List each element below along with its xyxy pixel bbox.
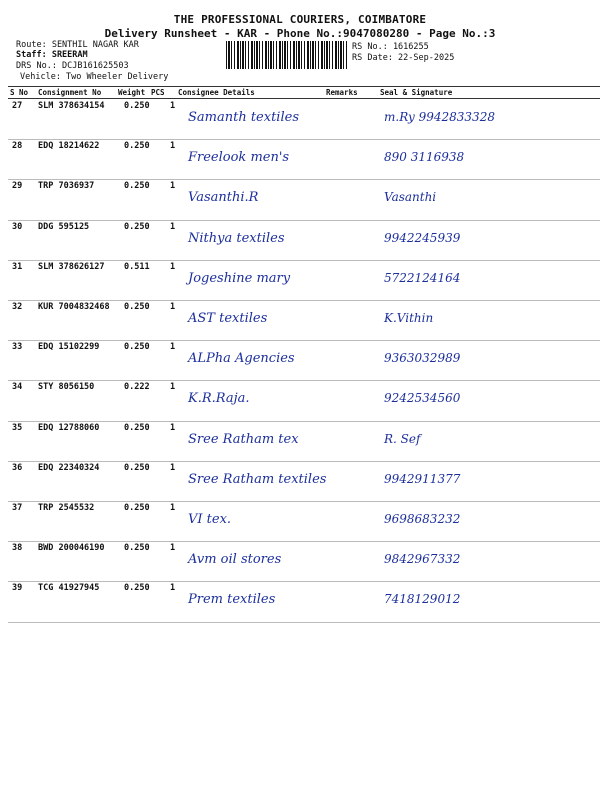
row-weight: 0.250: [124, 462, 150, 473]
route-label: Route: SENTHIL NAGAR KAR: [16, 40, 139, 50]
row-sno: 39: [12, 583, 23, 594]
row-consignment-no: SLM 378634154: [38, 101, 105, 111]
row-weight: 0.250: [124, 181, 150, 192]
row-divider: [8, 541, 600, 542]
row-pcs: 1: [170, 221, 176, 232]
col-remarks: Remarks: [326, 88, 358, 97]
row-consignee-handwriting: AST textiles: [188, 311, 268, 326]
row-consignee-handwriting: Vasanthi.R: [188, 190, 259, 206]
row-sno: 29: [12, 181, 23, 192]
row-sno: 31: [12, 261, 23, 272]
col-sno: S No: [10, 88, 29, 97]
row-signature: 7418129012: [384, 592, 461, 607]
row-signature: R. Sef: [384, 431, 421, 446]
col-pcs: PCS: [151, 88, 165, 97]
row-divider: [8, 220, 600, 221]
row-divider: [8, 340, 600, 341]
staff-label: Staff: SREERAM: [16, 50, 88, 60]
row-signature: 9363032989: [384, 351, 461, 366]
row-consignment-no: TRP 7036937: [38, 181, 95, 192]
barcode: [226, 41, 348, 69]
row-pcs: 1: [170, 462, 176, 473]
row-sno: 34: [12, 382, 23, 393]
row-pcs: 1: [170, 181, 176, 192]
row-weight: 0.250: [124, 101, 150, 111]
rs-date: RS Date: 22-Sep-2025: [352, 53, 455, 63]
rs-number: RS No.: 1616255: [352, 42, 429, 52]
row-consignment-no: EDQ 12788060: [38, 422, 100, 433]
row-consignment-no: EDQ 22340324: [38, 462, 100, 473]
vehicle-label: Vehicle: Two Wheeler Delivery: [20, 72, 169, 82]
row-pcs: 1: [170, 302, 176, 312]
row-weight: 0.222: [124, 382, 150, 393]
row-consignment-no: DDG 595125: [38, 221, 90, 232]
row-divider: [8, 260, 600, 261]
company-name: THE PROFESSIONAL COURIERS, COIMBATORE: [173, 13, 427, 26]
row-sno: 32: [12, 302, 23, 312]
row-consignee-handwriting: Sree Ratham textiles: [188, 471, 327, 487]
col-weight: Weight: [118, 88, 146, 97]
row-consignment-no: EDQ 18214622: [38, 141, 100, 152]
row-consignment-no: SLM 378626127: [38, 261, 105, 272]
row-sno: 30: [12, 221, 23, 232]
row-consignment-no: TCG 41927945: [38, 583, 100, 594]
row-consignment-no: EDQ 15102299: [38, 342, 100, 353]
row-consignee-handwriting: Freelook men's: [188, 150, 290, 166]
col-consignment: Consignment No: [38, 88, 102, 97]
row-consignee-handwriting: K.R.Raja.: [188, 391, 250, 407]
row-sno: 28: [12, 141, 23, 152]
row-consignee-handwriting: ALPha Agencies: [188, 351, 295, 367]
row-consignment-no: TRP 2545532: [38, 503, 95, 513]
row-signature: m.Ry 9942833328: [384, 110, 495, 124]
row-sno: 38: [12, 543, 23, 554]
row-divider: [8, 622, 600, 623]
row-consignee-handwriting: Samanth textiles: [188, 110, 299, 125]
row-consignee-handwriting: Prem textiles: [188, 592, 276, 608]
row-sno: 27: [12, 101, 23, 111]
row-pcs: 1: [170, 141, 176, 152]
row-consignee-handwriting: Jogeshine mary: [188, 270, 291, 286]
col-consignee: Consignee Details: [178, 88, 255, 97]
row-signature: K.Vithin: [384, 311, 434, 325]
row-consignment-no: STY 8056150: [38, 382, 95, 393]
row-sno: 36: [12, 462, 23, 473]
row-pcs: 1: [170, 422, 176, 433]
row-pcs: 1: [170, 583, 176, 594]
row-signature: Vasanthi: [384, 190, 437, 205]
row-signature: 890 3116938: [384, 150, 465, 165]
row-pcs: 1: [170, 101, 176, 111]
row-sno: 35: [12, 422, 23, 433]
row-divider: [8, 421, 600, 422]
row-consignee-handwriting: VI tex.: [188, 512, 232, 527]
row-signature: 9842967332: [384, 552, 461, 567]
row-weight: 0.250: [124, 422, 150, 433]
runsheet-title: Delivery Runsheet - KAR - Phone No.:9047080280 - Page No.:3: [104, 27, 496, 40]
row-divider: [8, 139, 600, 140]
row-consignee-handwriting: Avm oil stores: [188, 552, 282, 568]
row-pcs: 1: [170, 382, 176, 393]
table-top-rule: [8, 86, 600, 87]
row-weight: 0.250: [124, 503, 150, 513]
row-divider: [8, 461, 600, 462]
row-weight: 0.250: [124, 141, 150, 152]
row-weight: 0.250: [124, 342, 150, 353]
row-weight: 0.511: [124, 261, 150, 272]
row-consignee-handwriting: Nithya textiles: [188, 230, 285, 246]
row-signature: 9942911377: [384, 471, 461, 486]
table-header-rule: [8, 98, 600, 99]
row-signature: 9242534560: [384, 391, 461, 406]
row-pcs: 1: [170, 503, 176, 513]
col-seal: Seal & Signature: [380, 88, 453, 97]
row-signature: 9942245939: [384, 230, 461, 245]
row-weight: 0.250: [124, 302, 150, 312]
row-weight: 0.250: [124, 543, 150, 554]
row-divider: [8, 581, 600, 582]
row-pcs: 1: [170, 543, 176, 554]
row-weight: 0.250: [124, 221, 150, 232]
row-divider: [8, 501, 600, 502]
row-sno: 37: [12, 503, 23, 513]
row-divider: [8, 179, 600, 180]
row-signature: 9698683232: [384, 512, 461, 526]
row-consignment-no: KUR 7004832468: [38, 302, 110, 312]
row-consignee-handwriting: Sree Ratham tex: [188, 431, 299, 447]
row-sno: 33: [12, 342, 23, 353]
row-divider: [8, 380, 600, 381]
row-pcs: 1: [170, 261, 176, 272]
row-signature: 5722124164: [384, 270, 461, 285]
row-weight: 0.250: [124, 583, 150, 594]
row-divider: [8, 300, 600, 301]
row-consignment-no: BWD 200046190: [38, 543, 105, 554]
drs-label: DRS No.: DCJB161625503: [16, 61, 129, 71]
row-pcs: 1: [170, 342, 176, 353]
